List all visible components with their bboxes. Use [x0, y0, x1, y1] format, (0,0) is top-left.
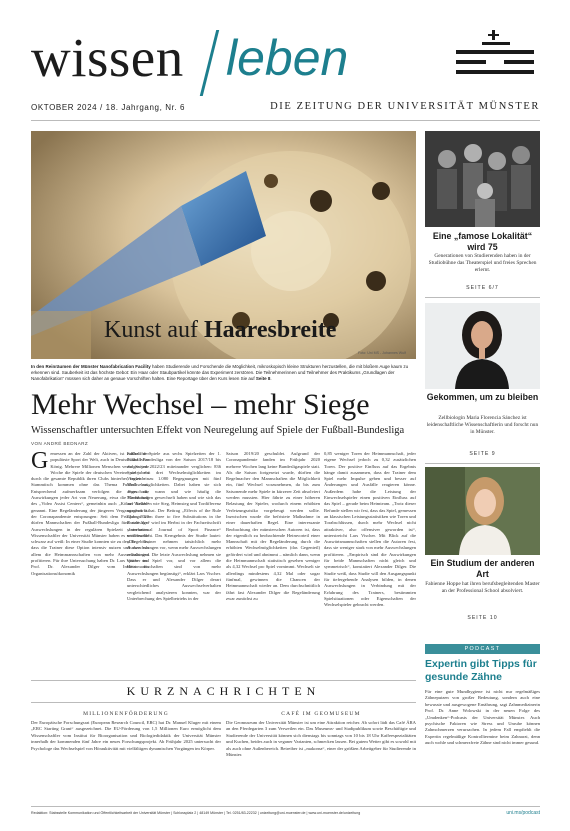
article-column-3: Saison 2019/20 geschuldet. Aufgrund der Coronapandemie fanden im Frühjahr 2020 mehrere Wochen lang keine Bundesligaspiele statt. Als die Saison fortgesetzt wurde, dürften die Regelmacher den Mannschaften die Möglichkeit ein, fünf Wechsel vorzunehmen, da bis zum Saisonende mehr Spiele in kürzerer Zeit absolviert werden mussten. Hier fährte zu einer höheren Belastung der Spieler, wodurch einem erhöhten Verletzungsrisiko vorgebeugt werden sollte. Inzwischen wurde die befristete Maßnahme in einer dauerhaften Regel. Eine interessante Beobachtung der münsterschen Autoren ist, dass der eigentlich zu beobachtende Heimvorteil einer Mannschaft mit der Regeländerung durch die erhöhten Wechselmöglichkeiten (das Gegenteil) gefördert wird und abnimmt – nämlich dann, wenn die Heimmannschaft statistisch gesehen weniger als 4,32 Wechsel pro Spiel vornimmt. Wechselt sie allerdings mindestens 4,32 Mal oder sogar fünfmal, gewinnen die Chancen der Heimmannschaft wieder an. Dem durchschnittlich fährt fast Alexander Dilger die Regeländerung zwar zunächst zu [226, 451, 320, 601]
sidebar-story-1-head: Eine „famose Lokalität“ wird 75 [432, 231, 533, 252]
podcast-text: Für eine gute Mundhygiene ist nicht nur regelmäßiges Zähneputzen von großer Bedeutung, sondern auch eine bewusste und ausgewogene Ernährung, sagt Zahnmedizinerin Prof. Dr. Anne Wolowski in der neuen Folge des „Umdenken“-Podcasts der Universität Münster. Auch psychische Faktoren wie Stress und Unruhe können Zahnschmerzen verursachen. In jedem Fall empfiehlt die Expertin regelmäßige Kontrolltermine beim Zahnarzt, denn auch wohle und schmerzfreie Zähne sind nicht immer gesund. [425, 689, 540, 746]
kurz-item-2-head: CAFÉ IM GEOMUSEUM [281, 711, 361, 717]
caption-bold: In den Reinräumen der Münster Nanofabrication Facility [31, 364, 151, 369]
edition-info: OKTOBER 2024 / 18. Jahrgang, Nr. 6 [31, 103, 186, 112]
portrait-photo-sanchez [425, 303, 540, 389]
podcast-label: PODCAST [425, 644, 540, 654]
sidebar-story-1-page: SEITE 6/7 [466, 285, 499, 291]
article-column-4: 0,85 weniger Toren der Heimmannschaft, jeder eigene Wechsel jedoch zu 0,32 zusätzlichen Toren. Der positive Einfluss auf das Ergebnis hänge damit zusammen, dass der Trainer dem Spiel mehr Impulse geben und besser auf Änderungen und Ausfälle reagieren könne. Außerdem habe die Leistung der Einwechselspieler einen positiven Einfluss auf das Spiel – gerade beim Heimteam. „Trotz dieser Befunde stellen wir fest, dass das Spiel, gemessen an klassischen Leistungsstatistiken wie Toren und Torabschlüssen, durch mehr Wechsel nicht attraktiver, also offensiver geworden ist“, unterstreicht Lars Vischer. Mit Blick auf die Auswärtsmannschaften stellen die Autoren fest, dass sie weniger stark von mehr Auswechslungen profitieren. „Empirisch sind die Auswirkungen für beide Mannschaften nicht gleich und symmetrisch“, konstatiert Alexander Dilger. Die Studie weiß, dass Studie will den Ausgangspunkt für tiefergehende Analysen bilden, in denen Auswechslungen in Verbindung mit der Erfahrung des Trainers, bestimmten Spielsituationen oder Eigenschaften der Wechselspieler gebracht werden. [324, 451, 416, 608]
footer-divider [31, 806, 540, 807]
sidebar-story-2-page: SEITE 9 [469, 451, 496, 457]
podcast-headline: Expertin gibt Tipps für gesunde Zähne [425, 658, 537, 683]
masthead-slash [200, 30, 219, 96]
caption-text: haben Studierende und Forschende die Möglichkeit, mikroskopisch kleine Strukturen herzustellen, die mit bloßem Auge kaum zu erkennen sind. Sauberkeit ist das höchste Gebot: Ein Haar oder Staubpartikel könnte das Experiment zerstören. Die Teilnehmerinnen und Teilnehmer des Praktikums „Grundlagen der Nanofabrikation“ müssen sich daher an genaue Vorschriften halten. Eine Reportage über den Kurs lesen Sie auf [31, 364, 409, 382]
column-1-text: emessen an der Zahl der Aktiven, ist Fußball der populärste Sport der Welt, auch in Deutschland ist er König. Mehrere Millionen Menschen verfolgen jede Woche die Spiele der deutschen Vereine, sie jubeln durch die gesamte Republik ihren Clubs hinterher, lassen ein Stammtisch kommen ohne das Thema Fußball aus. Entsprechend aufmerksam verfolgen die Fans die Auswirkungen jeder Art von Neuerung, etwa die Einführung des „Video Assist Centers“, gemeinhin auch „Kölner Keller“ genannt. Eine Regeländerung der jüngeren Vergangenheit ist der Coronapandemie entsprungen: Seit dem Frühjahr 2020 dürfen Mannschaften der Fußball-Bundesliga fünf statt drei Auswechslungen in der regulären Spielzeit vornehmen. Wissenschaftler der Universität Münster haben es mittlerweile schwarz auf weiß: In einer Studie konnten sie zu dem Ergebnis, dass die Trainer diese Option intensiv nutzen und dass vor allem die Heimmannschaften von mehr Auswechslungen profitieren. Für ihre Untersuchung haben Dr. Lars Vischer und Prof. Dr. Alexander Dilger vom Institut für Organisationsökonomik [31, 451, 149, 576]
article-subhead: Wissenschaftler untersuchten Effekt von Neuregelung auf Spiele der Fußball-Bundesliga [31, 425, 405, 436]
caption-page-ref: Seite 8 [255, 376, 271, 382]
sidebar-story-1-text: Generationen von Studierenden haben in der Studiobühne das Theaterspiel und freies Sprechen erlernt. [428, 253, 537, 273]
theatre-group-photo [425, 131, 540, 227]
podcast-link[interactable]: uni.ms/podcast [506, 810, 540, 816]
masthead-divider [31, 120, 540, 121]
kurz-divider-bottom [31, 702, 416, 703]
footer-imprint: Redaktion: Stabsstelle Kommunikation und Öffentlichkeitsarbeit der Universität Münster | Schlossplatz 2 | 48149 Münster | Tel. 0251/83-22232 | unizeitung@uni-muenster.de | www.uni-muenster.de/unizeitung [31, 811, 361, 815]
portrait-photo-hoppe [425, 467, 540, 555]
sidebar-story-2-text: Zellbiologin Maria Florencia Sánchez ist leidenschaftliche Wissenschaftlerin und forscht nun in Münster. [426, 415, 539, 435]
article-byline: VON ANDRÉ BEDNARZ [31, 441, 89, 446]
hero-title [104, 317, 336, 344]
photo-credit: Foto: Uni MS - Johannes Wulf [358, 351, 406, 355]
kurznachrichten-title: KURZNACHRICHTEN [126, 684, 321, 698]
tagline: DIE ZEITUNG DER UNIVERSITÄT MÜNSTER [270, 101, 540, 112]
sidebar-divider-2 [425, 463, 540, 464]
hero-title-bold: Haaresbreite [203, 317, 337, 343]
sidebar-story-3-text: Fabienne Hoppe hat ihren berufsbegleitenden Master an der Professional School absolviert. [425, 581, 540, 594]
masthead-leben: leben [226, 30, 349, 86]
sidebar-photo-2 [425, 303, 540, 389]
sidebar-story-3-head: Ein Studium der anderen Art [430, 558, 535, 579]
sidebar-story-3-page: SEITE 10 [467, 615, 498, 621]
kurz-item-1-text: Der Europäische Forschungsrat (European Research Council, ERC) hat Dr. Manuel Kluger mit einem „ERC Starting Grant“ ausgezeichnet. Die EU-Förderung von 1,5 Millionen Euro ermöglicht dem Wissenschaftler vom Institut für Bioorganisation und Biologiedidaktik der Universität Münster innerhalb der kommenden fünf Jahre ein neues Forschungsprojekt. Ab Frühjahr 2025 untersucht der Psychologe das Wechselspiel von Hörauktivität mit vielfältigen dynamischen Vorgängen im Körper. [31, 720, 221, 751]
university-logo-icon [452, 28, 538, 86]
article-column-2: zahlreiche Spiele aus sechs Spielzeiten der 1. Fußball-Bundesliga von der Saison 2017/18 bis zur Saison 2022/23 miteinander verglichen: 836 Spiele mit drei Wechselmöglichkeiten im Vergleich zu 1.080 Begegnungen mit fünf Wechselmöglichkeiten. Dabei haben sie sich angeschaut, wann und wie häufig die Mannschaften gewechselt haben und wie sich das auf Variablen wie Sieg, Heimsieg und Tordifferenz ausgewirkt hat. Der Beitrag „Effects of the Rule Change from three to five Substitutions in the Bundesliga“ wird im Herbst in der Fachzeitschrift „International Journal of Sport Finance“ veröffentlicht. Das Kerngebnis der Studie lautet: „Die Trainer nehmen tatsächlich mehr Auswechslungen vor, wenn mehr Auswechslungen erlaubt sind. Die letzte Auswechslung nehmen sie später im Spiel vor, und vor allem die Heimmannschaften sind von mehr Auswechslungen begünstigt“, erklärt Lars Vischer. Dass er und Alexander Dilger derart unterschiedliches Auswechselverhalten vergleichend analysieren konnten, war der Unterbrechung des Spielbetriebs in der [127, 451, 221, 601]
kurz-divider-top [31, 680, 416, 681]
kurz-item-1-head: MILLIONENFÖRDERUNG [83, 711, 169, 717]
sidebar-divider-1 [425, 297, 540, 298]
caption-end: . [270, 376, 272, 382]
sidebar-story-2-head: Gekommen, um zu bleiben [426, 392, 539, 402]
article-headline: Mehr Wechsel – mehr Siege [31, 388, 370, 421]
hero-caption [31, 364, 416, 383]
kurz-item-2-text: Die Geomuseum der Universität Münster ist um eine Attraktion reicher. Ab sofort lädt das Café ÄRA an den Pferdegarten 3 zum Verweilen ein. Das Museums- und Stadtpublikum sowie Beschäftigte und Studierende der Universität können sich dienstags bis sonntags von 10 bis 18 Uhr Kaffeespezialitäten und Kuchen, beides auch in veganer Varianten, schmecken lassen. Bei gutem Wetter gibt es sowohl mit als auch ohne Außenbereich. Betreiber ist „makorna“, einer der größten Arbeitgeber für Studierende in Münster. [226, 720, 416, 758]
masthead-wissen: wissen [31, 27, 184, 88]
sidebar-photo-3 [425, 467, 540, 555]
dropcap: G [31, 448, 49, 474]
sidebar-photo-1 [425, 131, 540, 227]
hero-title-plain: Kunst auf [104, 317, 204, 343]
